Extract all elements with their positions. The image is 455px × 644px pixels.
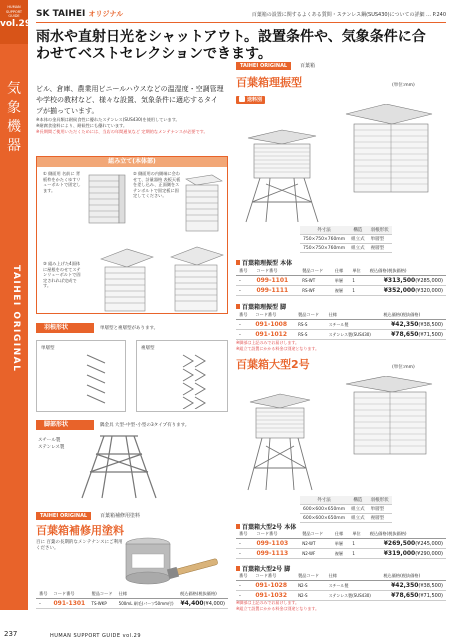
page-header	[36, 9, 446, 21]
col-header: 製品コード	[295, 572, 326, 581]
col-header: 番号	[236, 311, 252, 320]
step2-illustration	[182, 171, 226, 235]
product1-leg-table	[236, 311, 446, 340]
table-row	[236, 549, 446, 559]
footnote: ※組立て設置にかかる料金は別途となります。	[236, 345, 320, 351]
cell-model: TS-WKP	[89, 599, 116, 609]
col-header: 仕様	[332, 530, 349, 539]
table-row	[236, 276, 446, 286]
table-row	[236, 539, 446, 549]
col-header: 製品コード	[89, 590, 116, 599]
price-value: ¥78,650	[391, 331, 419, 338]
step1-illustration	[85, 171, 127, 229]
cell-price	[380, 330, 446, 340]
louver-double-diagram	[181, 351, 211, 409]
cell-code: 091-1028	[252, 581, 295, 591]
category-sidebar	[0, 0, 32, 610]
completed-box-illustration	[169, 245, 225, 313]
cell-code: 099-1103	[253, 539, 299, 549]
col-header: 番号	[236, 530, 253, 539]
col-header: 単位	[349, 530, 366, 539]
louver-double-panel	[136, 340, 228, 412]
col-header: コード番号	[253, 267, 299, 276]
table-row	[236, 591, 446, 601]
col-header: 羽根形状	[368, 226, 392, 235]
col-header: コード番号	[253, 530, 299, 539]
cell-no: -	[236, 330, 252, 340]
cell-size: 600×600×650mm	[300, 505, 348, 514]
cell-structure: 組立式	[348, 244, 368, 253]
cell-spec: ステンレス製(SUS430)	[326, 330, 381, 340]
cell-model: N2-S	[295, 591, 326, 601]
col-header: コード番号	[252, 572, 295, 581]
product1-leg-heading: 百葉箱理振型 脚	[236, 302, 286, 311]
louver-heading: 羽根形状	[36, 323, 94, 333]
cell-model: N2-WF	[299, 549, 332, 559]
col-header: 税込価格(税抜価格)	[367, 530, 446, 539]
price-tax: (¥71,500)	[418, 593, 443, 599]
leg-material-steel: スチール製	[38, 438, 61, 443]
col-header: コード番号	[252, 311, 295, 320]
price-tax: (¥38,500)	[418, 322, 443, 328]
note-line: ※長期間ご使用いただくためには、当店の年間通気など 定期的なメンテナンスが必要です。	[36, 129, 208, 134]
table-header-row	[236, 530, 446, 539]
page-number: 237	[4, 630, 18, 638]
col-header: 番号	[236, 572, 252, 581]
headline: 雨水や直射日光をシャットアウト。設置条件や、気象条件に合わせてベストセレクションできます。	[36, 29, 426, 62]
cell-model: RS-S	[295, 330, 326, 340]
note-line: ※耐腐食塗料により、耐候性にも優れています。	[36, 123, 128, 128]
cell-model: RS-WT	[299, 276, 332, 286]
cell-spec: 複層	[332, 286, 349, 296]
price-tax: (¥290,000)	[415, 551, 443, 557]
louver-single-panel	[36, 340, 126, 412]
price-tax: (¥245,000)	[415, 541, 443, 547]
step3-illustration	[99, 245, 155, 313]
cell-structure: 組立式	[348, 505, 368, 514]
table-header-row	[236, 311, 446, 320]
cell-model: RS-WF	[299, 286, 332, 296]
faq-note: 百葉箱の設置に関するよくある質問・ステンレス鋼(SUS430)についての詳細 … P.240	[251, 12, 446, 18]
col-header: 仕様	[326, 572, 381, 581]
cell-unit: 1	[349, 549, 366, 559]
product1-tag: TAIHEI ORIGINAL	[236, 62, 291, 70]
cell-code: 091-1301	[51, 599, 89, 609]
footnote: ※組立て設置にかかる料金は別途となります。	[236, 605, 320, 611]
paint-tag-sub: 百葉箱補修用塗料	[100, 513, 141, 519]
footnote: ※脚部は上記のみでお届けします。	[236, 600, 300, 605]
table-row	[236, 286, 446, 296]
logo-text: SK TAIHEI	[36, 9, 86, 19]
guide-line: GUIDE	[8, 14, 20, 18]
paint-desc: 百に 百葉の長期的なメンテナンスにご利用ください。	[36, 540, 123, 551]
paint-title: 百葉箱補修用塗料	[36, 524, 124, 537]
product2-unit: (単位:mm)	[392, 365, 415, 370]
leg-heading: 脚部形状	[36, 420, 94, 430]
col-header: 仕様	[332, 267, 349, 276]
product2-illustration	[236, 376, 446, 494]
assembly-step-3: ③ 組み上げた4面体に屋根をのせてステンリューボルトで固定されれば完成です。	[43, 261, 81, 289]
paint-can-illustration	[120, 530, 224, 586]
product2-leg-heading: 百葉箱大型2号 脚	[236, 564, 290, 573]
assembly-box	[36, 156, 228, 314]
cell-louver: 複層型	[368, 514, 392, 523]
col-header: 製品コード	[299, 267, 332, 276]
category-char: 機	[7, 119, 21, 135]
col-header: 番号	[36, 590, 51, 599]
truck-icon	[239, 96, 245, 102]
table-row	[300, 235, 392, 244]
cell-spec: 単層	[332, 539, 349, 549]
cell-price	[380, 320, 446, 330]
col-header: 製品コード	[299, 530, 332, 539]
cell-model: N2-S	[295, 581, 326, 591]
leg-stand-illustration	[74, 432, 164, 502]
price-value: ¥269,500	[383, 540, 416, 547]
brand-logo	[36, 9, 123, 19]
louver-single-diagram	[85, 351, 109, 409]
price-tax: (¥4,000)	[203, 601, 225, 607]
cell-code: 099-1101	[253, 276, 299, 286]
cell-no: -	[236, 320, 252, 330]
cell-price	[367, 276, 446, 286]
cell-size: 750×750×760mm	[300, 235, 348, 244]
cell-no: -	[236, 276, 253, 286]
cell-spec: 単層	[332, 276, 349, 286]
cell-structure: 組立式	[348, 235, 368, 244]
table-row	[236, 581, 446, 591]
product1-illustration	[236, 104, 446, 226]
col-header: 外寸法	[300, 226, 348, 235]
col-header: 番号	[236, 267, 253, 276]
cell-no: -	[36, 599, 51, 609]
product1-spec-table	[300, 226, 392, 253]
louver-single-label: 単層型	[41, 346, 55, 351]
cell-price	[380, 581, 446, 591]
price-tax: (¥71,500)	[418, 332, 443, 338]
assembly-step-2: ② 側面用の内側端に会わせて、計量器格 表板天板を差し込み、正面側をステンボルトで固定板に固定してください。	[133, 171, 181, 199]
cell-code: 099-1111	[253, 286, 299, 296]
product1-body-heading: 百葉箱理振型 本体	[236, 258, 292, 267]
cell-price	[380, 591, 446, 601]
product2-body-table	[236, 530, 446, 559]
table-row	[36, 599, 228, 609]
category-char: 気	[7, 81, 21, 97]
shipping-label: 送料別	[247, 97, 263, 103]
cell-louver: 複層型	[368, 244, 392, 253]
table-header-row	[236, 572, 446, 581]
paint-tag: TAIHEI ORIGINAL	[36, 512, 91, 520]
table-row	[236, 320, 446, 330]
product2-body-heading: 百葉箱大型2号 本体	[236, 522, 296, 531]
table-row	[236, 330, 446, 340]
cell-spec: スチール製	[326, 320, 381, 330]
cell-spec: 500mL 刷毛(パーツ50mm付)	[116, 599, 177, 609]
lead-text: ビル、倉庫、農業用ビニールハウスなどの温湿度・空調管理や学校の教材など、様々な設置、気象条件に適応するタイプが揃っています。	[36, 85, 224, 115]
price-value: ¥4,400	[180, 600, 204, 607]
col-header: 単位	[349, 267, 366, 276]
col-header: コード番号	[51, 590, 89, 599]
footer-guide: HUMAN SUPPORT GUIDE vol.29	[50, 633, 142, 639]
category-char: 器	[7, 138, 21, 154]
category-char: 象	[7, 100, 21, 116]
col-header: 税込価格(税抜価格)	[367, 267, 446, 276]
col-header: 税込価格(税抜価格)	[380, 572, 446, 581]
price-value: ¥313,500	[383, 277, 416, 284]
cell-code: 099-1113	[253, 549, 299, 559]
guide-badge	[0, 0, 32, 44]
col-header: 仕様	[326, 311, 381, 320]
cell-model: N2-WT	[299, 539, 332, 549]
cell-unit: 1	[349, 539, 366, 549]
cell-no: -	[236, 549, 253, 559]
product1-title: 百葉箱理振型	[236, 76, 302, 89]
louver-text: 単層型と複層型があります。	[100, 326, 159, 331]
price-value: ¥78,650	[391, 592, 419, 599]
cell-no: -	[236, 591, 252, 601]
col-header: 税込価格(税抜価格)	[177, 590, 228, 599]
cell-spec: 複層	[332, 549, 349, 559]
price-value: ¥42,350	[391, 321, 419, 328]
notes	[36, 117, 228, 135]
cell-no: -	[236, 286, 253, 296]
cell-code: 091-1032	[252, 591, 295, 601]
cell-code: 091-1008	[252, 320, 295, 330]
price-value: ¥352,000	[383, 287, 416, 294]
page-footer	[0, 616, 455, 644]
louver-double-label: 複層型	[141, 346, 155, 351]
product1-body-table	[236, 267, 446, 296]
col-header: 仕様	[116, 590, 177, 599]
col-header: 税込価格(税抜価格)	[380, 311, 446, 320]
cell-size: 750×750×760mm	[300, 244, 348, 253]
brand-vertical-label: TAIHEI ORIGINAL	[11, 265, 21, 373]
product1-shipping-badge	[236, 96, 265, 104]
price-tax: (¥38,500)	[418, 583, 443, 589]
cell-price	[367, 549, 446, 559]
cell-louver: 単層型	[368, 235, 392, 244]
assembly-title: 組み立て(本体部)	[37, 157, 227, 167]
product2-leg-table	[236, 572, 446, 601]
cell-structure: 組立式	[348, 514, 368, 523]
table-header-row	[300, 226, 392, 235]
cell-price	[367, 539, 446, 549]
cell-code: 091-1012	[252, 330, 295, 340]
leg-text: 隅金具 大型･中型･小型の3タイプ有ります。	[100, 423, 190, 428]
guide-line: SUPPORT	[5, 9, 23, 14]
cell-unit: 1	[349, 286, 366, 296]
product2-title: 百葉箱大型2号	[236, 358, 310, 371]
category-label	[3, 80, 25, 156]
table-header-row	[36, 590, 228, 599]
cell-louver: 単層型	[368, 505, 392, 514]
footnote: ※脚部は上記のみでお届けします。	[236, 340, 300, 345]
price-value: ¥319,000	[383, 550, 416, 557]
product2-spec-table	[300, 496, 392, 523]
header-rule	[36, 22, 446, 23]
col-header: 製品コード	[295, 311, 326, 320]
cell-no: -	[236, 539, 253, 549]
table-row	[300, 244, 392, 253]
table-header-row	[300, 496, 392, 505]
product1-tag-sub: 百葉箱	[300, 63, 316, 69]
paint-price-table	[36, 590, 228, 609]
price-tax: (¥320,000)	[415, 288, 443, 294]
cell-unit: 1	[349, 276, 366, 286]
price-tax: (¥285,000)	[415, 278, 443, 284]
table-header-row	[236, 267, 446, 276]
col-header: 羽根形状	[368, 496, 392, 505]
leg-material-stainless: ステンレス製	[38, 445, 65, 450]
cell-price	[367, 286, 446, 296]
price-value: ¥42,350	[391, 582, 419, 589]
table-row	[300, 505, 392, 514]
table-row	[300, 514, 392, 523]
cell-price	[177, 599, 228, 609]
guide-line: HUMAN	[7, 5, 21, 9]
assembly-step-1: ① 側面用 名前に 背板枠をかたくゆすリューボルトで固定します。	[43, 171, 81, 193]
product2-footnotes	[236, 600, 319, 611]
cell-spec: ステンレス製(SUS430)	[326, 591, 381, 601]
col-header: 構造	[348, 226, 368, 235]
product1-footnotes	[236, 340, 319, 351]
cell-size: 600×600×650mm	[300, 514, 348, 523]
note-line: ※本体の金具類は耐候食性に優れたステンレス(SUS430)を使用しています。	[36, 117, 180, 122]
col-header: 外寸法	[300, 496, 348, 505]
cell-no: -	[236, 581, 252, 591]
cell-spec: スチール製	[326, 581, 381, 591]
guide-vol: vol.29	[0, 18, 32, 29]
col-header: 構造	[348, 496, 368, 505]
cell-model: RS-S	[295, 320, 326, 330]
logo-sub: オリジナル	[88, 10, 124, 18]
product1-unit: (単位:mm)	[392, 83, 415, 88]
